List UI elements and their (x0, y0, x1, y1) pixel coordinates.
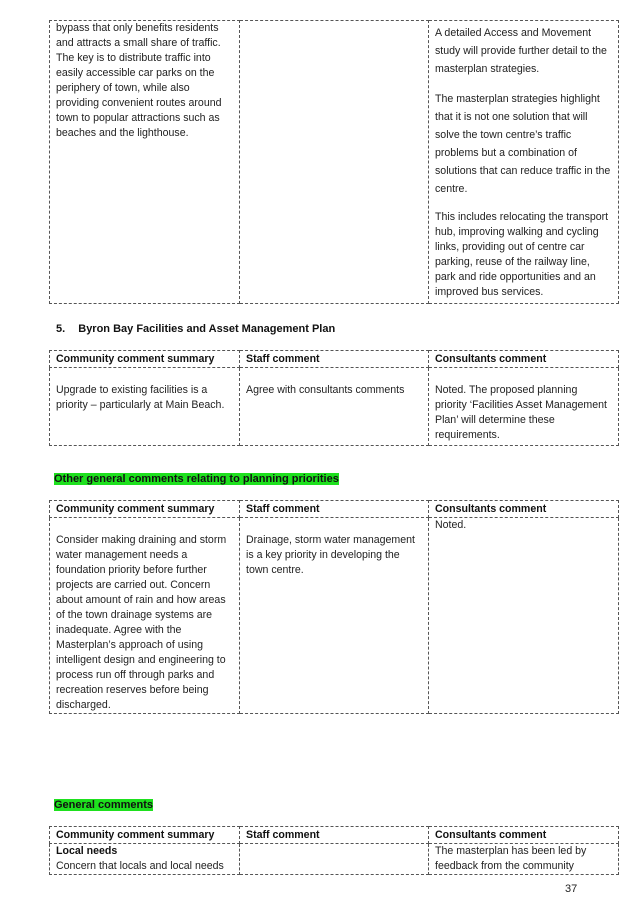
consultants-comment-cell (429, 844, 619, 875)
staff-comment-cell (240, 518, 429, 714)
consultants-comment-text: The masterplan has been led by feedback from the community (435, 845, 587, 872)
community-comment-text: Upgrade to existing facilities is a priority – particularly at Main Beach. (56, 384, 225, 411)
highlighted-heading-text: General comments (54, 799, 154, 811)
staff-comment-cell (240, 368, 429, 446)
consultants-comment-cell (429, 21, 619, 304)
section-title: Byron Bay Facilities and Asset Management Plan (78, 323, 336, 335)
consultants-comment-text: A detailed Access and Movement study will provide further detail to the masterplan strategies. (435, 27, 607, 75)
consultants-comment-text: Noted. (435, 519, 467, 531)
community-comment-text: Consider making draining and storm water management needs a foundation priority before further projects are carried out. Concern about amount of rain and how areas of the town drainage systems are inadequate. Agree with the Masterplan’s approach of using intelligent design and engineering to process run off through parks and recreation reserves before being discharged. (56, 534, 227, 711)
facilities-comments-table (49, 350, 619, 446)
column-header-consultants: Consultants comment (429, 827, 619, 844)
section-heading (56, 322, 335, 337)
column-header-staff: Staff comment (240, 501, 429, 518)
section-number: 5. (56, 323, 66, 335)
highlighted-heading-text: Other general comments relating to planning priorities (54, 473, 339, 485)
column-header-community: Community comment summary (50, 351, 240, 368)
other-comments-heading (54, 472, 339, 487)
community-comment-cell (50, 844, 240, 875)
table-header-row (50, 501, 619, 518)
table-row (50, 518, 619, 714)
column-header-community: Community comment summary (50, 501, 240, 518)
column-header-community: Community comment summary (50, 827, 240, 844)
community-comment-cell (50, 518, 240, 714)
traffic-comments-table (49, 20, 619, 304)
consultants-comment-text: Noted. The proposed planning priority ‘Facilities Asset Management Plan’ will determine these requirements. (435, 384, 607, 441)
consultants-comment-text: This includes relocating the transport hub, improving walking and cycling links, providing out of centre car parking, reuse of the railway line, park and ride opportunities and an improved bus services. (435, 211, 609, 298)
column-header-staff: Staff comment (240, 351, 429, 368)
general-comments-table (49, 826, 619, 875)
community-comment-title: Local needs (56, 845, 118, 857)
consultants-comment-text: The masterplan strategies highlight that it is not one solution that will solve the town centre’s traffic problems but a combination of solutions that can reduce traffic in the centre. (435, 93, 611, 195)
column-header-consultants: Consultants comment (429, 501, 619, 518)
staff-comment-text: Agree with consultants comments (246, 384, 405, 396)
community-comment-cell (50, 21, 240, 304)
general-comments-heading (54, 798, 153, 813)
staff-comment-cell (240, 21, 429, 304)
community-comment-text: Concern that locals and local needs (56, 860, 224, 872)
consultants-comment-cell (429, 518, 619, 714)
table-row (50, 844, 619, 875)
table-row (50, 21, 619, 304)
table-header-row (50, 827, 619, 844)
consultants-comment-cell (429, 368, 619, 446)
staff-comment-cell (240, 844, 429, 875)
drainage-comments-table (49, 500, 619, 714)
column-header-consultants: Consultants comment (429, 351, 619, 368)
table-row (50, 368, 619, 446)
column-header-staff: Staff comment (240, 827, 429, 844)
table-header-row (50, 351, 619, 368)
community-comment-cell (50, 368, 240, 446)
page-number: 37 (565, 883, 578, 895)
community-comment-text: bypass that only benefits residents and attracts a small share of traffic. The key is to distribute traffic into easily accessible car parks on the periphery of town, while also providing convenient routes around town to popular attractions such as beaches and the lighthouse. (56, 22, 222, 139)
staff-comment-text: Drainage, storm water management is a key priority in developing the town centre. (246, 534, 415, 576)
